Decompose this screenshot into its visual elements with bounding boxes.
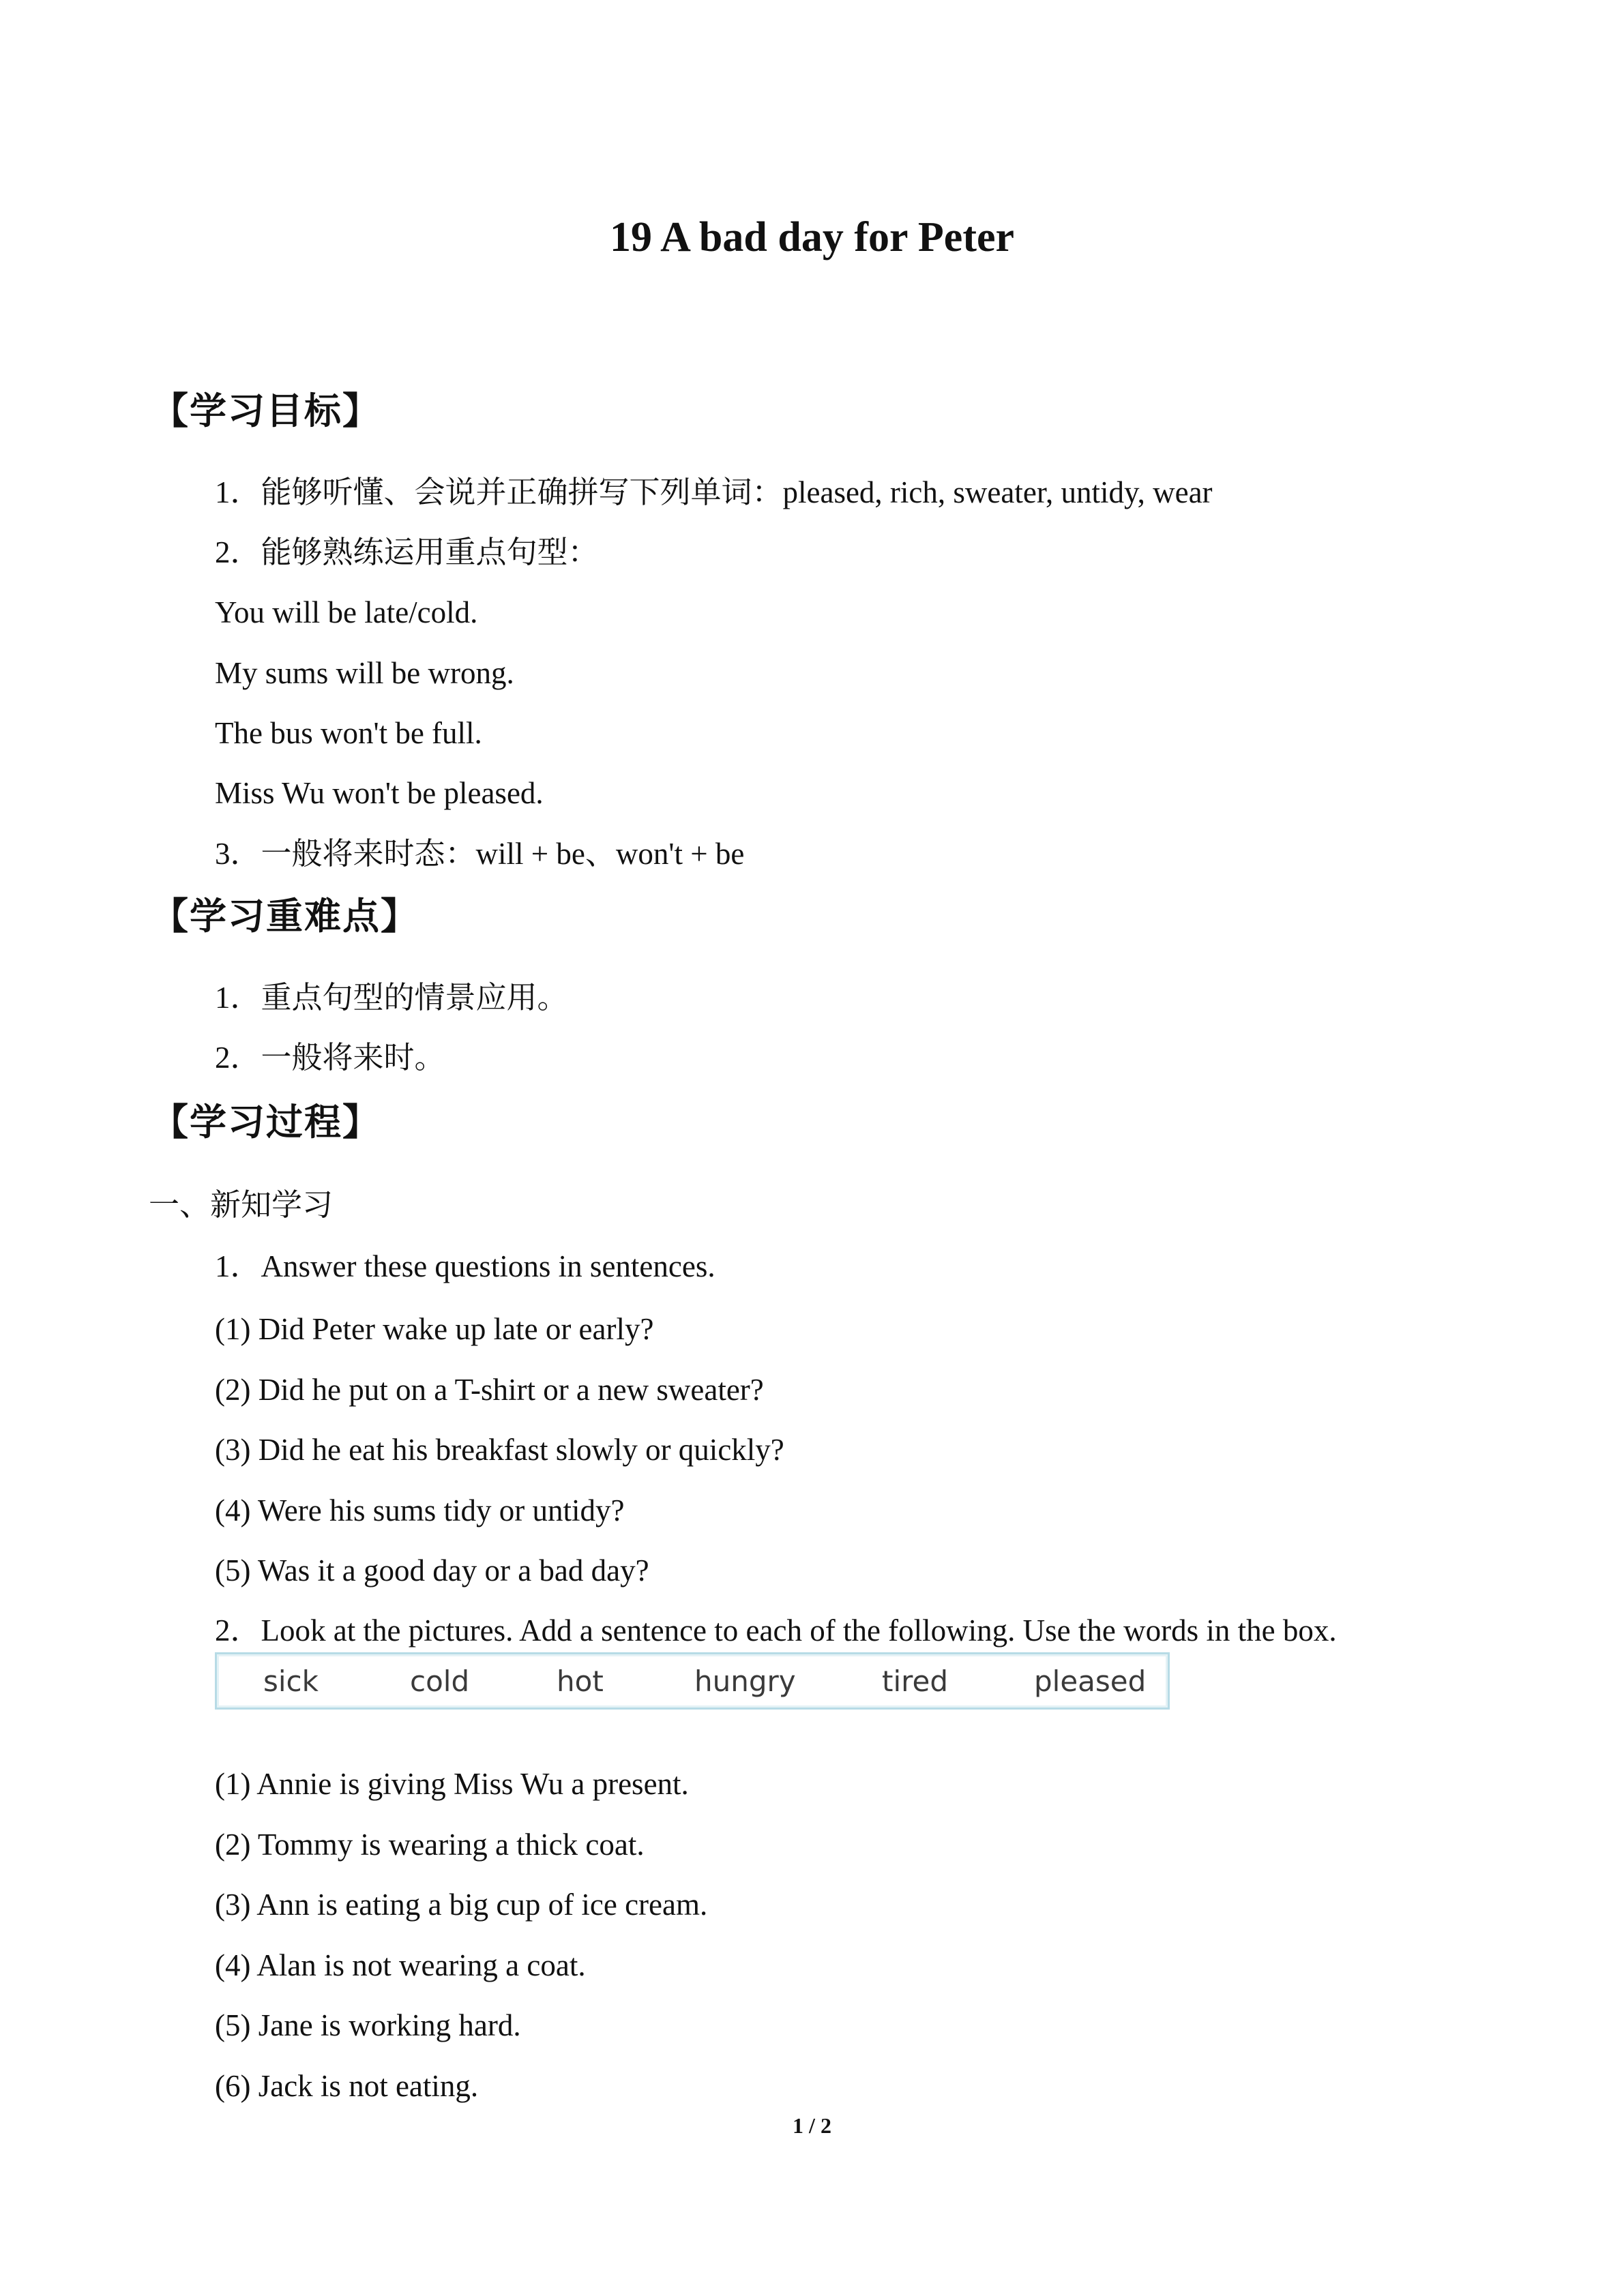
goal-item: You will be late/cold. (215, 595, 478, 629)
word-box-item: cold (410, 1665, 470, 1698)
goal-item: My sums will be wrong. (215, 656, 514, 690)
goal-item: The bus won't be full. (215, 716, 482, 750)
task1-question: (3) Did he eat his breakfast slowly or quickly? (215, 1433, 784, 1467)
task2-sentence: (4) Alan is not wearing a coat. (215, 1948, 586, 1982)
task2-sentence: (6) Jack is not eating. (215, 2069, 479, 2103)
task2-sentence: (2) Tommy is wearing a thick coat. (215, 1828, 645, 1862)
task1-question: (4) Were his sums tidy or untidy? (215, 1493, 625, 1527)
task2-sentence: (3) Ann is eating a big cup of ice cream. (215, 1888, 708, 1922)
process-heading: 【学习过程】 (151, 1102, 381, 1143)
task1-instruction: 1．Answer these questions in sentences. (215, 1249, 715, 1283)
goal-item: 1．能够听懂、会说并正确拼写下列单词：pleased, rich, sweater, untidy, wear (215, 475, 1213, 509)
word-box-item: pleased (1034, 1665, 1147, 1698)
task2-sentence: (5) Jane is working hard. (215, 2008, 521, 2042)
word-box-item: hungry (694, 1665, 796, 1698)
word-box-item: sick (263, 1665, 319, 1698)
page-title: 19 A bad day for Peter (610, 214, 1014, 260)
goals-heading: 【学习目标】 (151, 391, 381, 432)
task1-question: (1) Did Peter wake up late or early? (215, 1312, 654, 1346)
key-point-item: 1．重点句型的情景应用。 (215, 981, 568, 1015)
word-box-item: tired (882, 1665, 948, 1698)
goal-item: 2．能够熟练运用重点句型： (215, 535, 599, 569)
goal-item: Miss Wu won't be pleased. (215, 776, 544, 810)
goal-item: 3．一般将来时态：will + be、won't + be (215, 837, 745, 871)
key-point-item: 2．一般将来时。 (215, 1041, 445, 1075)
key-points-heading: 【学习重难点】 (151, 896, 419, 937)
task2-sentence: (1) Annie is giving Miss Wu a present. (215, 1767, 689, 1801)
task2-instruction: 2．Look at the pictures. Add a sentence to each of the following. Use the words in the box. (215, 1613, 1337, 1648)
word-box (215, 1652, 1170, 1710)
word-box-item: hot (557, 1665, 604, 1698)
task1-question: (5) Was it a good day or a bad day? (215, 1553, 649, 1587)
task1-question: (2) Did he put on a T-shirt or a new sweater? (215, 1373, 764, 1407)
page-number: 1 / 2 (793, 2113, 831, 2138)
process-subheading: 一、新知学习 (149, 1188, 334, 1222)
